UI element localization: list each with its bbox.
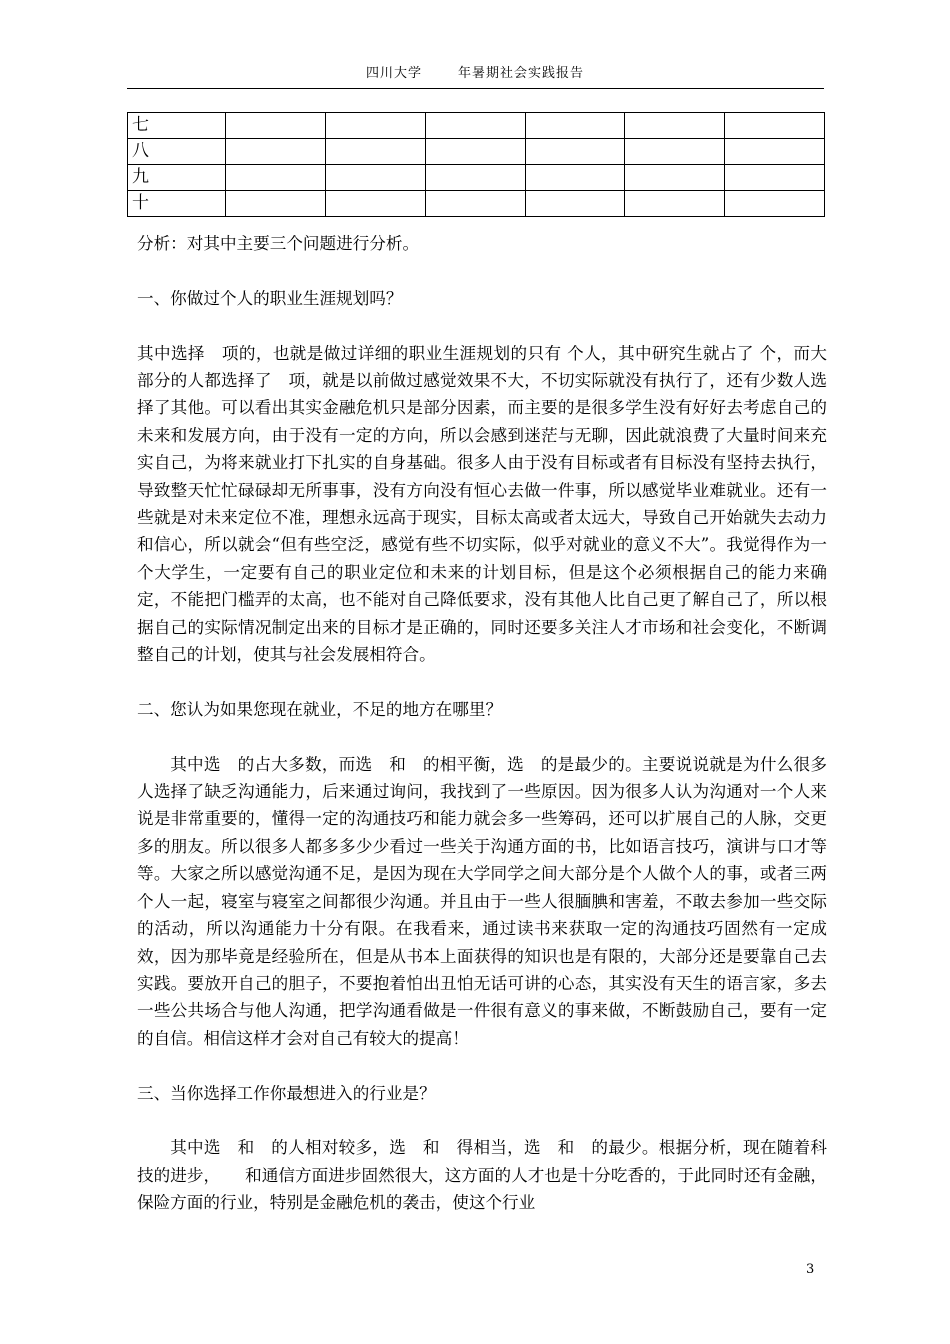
table-cell xyxy=(326,113,426,139)
survey-table-body xyxy=(128,113,825,217)
row-label: 八 xyxy=(128,139,226,165)
table-cell xyxy=(725,139,825,165)
row-label: 十 xyxy=(128,191,226,217)
survey-table xyxy=(127,112,825,217)
table-cell xyxy=(426,139,526,165)
page-number: 3 xyxy=(806,1262,815,1277)
table-cell xyxy=(326,165,426,191)
table-cell xyxy=(625,191,725,217)
table-cell xyxy=(625,139,725,165)
table-cell xyxy=(725,165,825,191)
page-header xyxy=(0,62,950,81)
question-1-analysis: 其中选择 项的，也就是做过详细的职业生涯规划的只有 个人，其中研究生就占了 个，而大部分的人都选择了 项，就是以前做过感觉效果不大，不切实际就没有执行了，还有少数人选择了其他。可以看出其实金融危机只是部分因素，而主要的是很多学生没有好好去考虑自己的未来和发展方向，由于没有一定的方向，所以会感到迷茫与无聊，因此就浪费了大量时间来充实自己，为将来就业打下扎实的自身基础。很多人由于没有目标或者有目标没有坚持去执行，导致整天忙忙碌碌却无所事事，没有方向没有恒心去做一件事，所以感觉毕业难就业。还有一些就是对未来定位不准，理想永远高于现实，目标太高或者太远大，导致自己开始就失去动力和信心，所以就会“但有些空泛，感觉有些不切实际，似乎对就业的意义不大”。我觉得作为一个大学生，一定要有自己的职业定位和未来的计划目标，但是这个必须根据自己的能力来确定，不能把门槛弄的太高，也不能对自己降低要求，没有其他人比自己更了解自己了，所以根据自己的实际情况制定出来的目标才是正确的，同时还要多关注人才市场和社会变化，不断调整自己的计划，使其与社会发展相符合。 xyxy=(137,343,827,665)
table-cell xyxy=(426,191,526,217)
question-1-heading: 一、你做过个人的职业生涯规划吗？ xyxy=(137,288,403,308)
row-label: 七 xyxy=(128,113,226,139)
row-label: 九 xyxy=(128,165,226,191)
header-divider xyxy=(127,88,824,89)
table-row xyxy=(128,113,825,139)
question-2-analysis: 其中选 的占大多数，而选 和 的相平衡，选 的是最少的。主要说说就是为什么很多人选择了缺乏沟通能力，后来通过询问，我找到了一些原因。因为很多人认为沟通对一个人来说是非常重要的，懂得一定的沟通技巧和能力就会多一些筹码，还可以扩展自己的人脉，交更多的朋友。所以很多人都多多少少看过一些关于沟通方面的书，比如语言技巧，演讲与口才等等。大家之所以感觉沟通不足，是因为现在大学同学之间大部分是个人做个人的事，或者三两个人一起，寝室与寝室之间都很少沟通。并且由于一些人很腼腆和害羞，不敢去参加一些交际的活动，所以沟通能力十分有限。在我看来，通过读书来获取一定的沟通技巧固然有一定成效，因为那毕竟是经验所在，但是从书本上面获得的知识也是有限的，大部分还是要靠自己去实践。要放开自己的胆子，不要抱着怕出丑怕无话可讲的心态，其实没有天生的语言家，多去一些公共场合与他人沟通，把学沟通看做是一件很有意义的事来做，不断鼓励自己，要有一定的自信。相信这样才会对自己有较大的提高！ xyxy=(137,754,827,1048)
table-cell xyxy=(326,191,426,217)
table-cell xyxy=(226,113,326,139)
table-cell xyxy=(226,165,326,191)
table-row xyxy=(128,139,825,165)
question-2-heading: 二、您认为如果您现在就业，不足的地方在哪里？ xyxy=(137,699,503,719)
table-cell xyxy=(526,165,625,191)
header-report-title: 年暑期社会实践报告 xyxy=(458,66,585,81)
table-cell xyxy=(526,113,625,139)
question-3-analysis: 其中选 和 的人相对较多，选 和 得相当，选 和 的最少。根据分析，现在随着科技的进步， 和通信方面进步固然很大，这方面的人才也是十分吃香的，于此同时还有金融，保险方面的行业，特别是金融危机的袭击，使这个行业 xyxy=(137,1138,827,1213)
table-row xyxy=(128,165,825,191)
table-cell xyxy=(226,191,326,217)
table-cell xyxy=(426,165,526,191)
table-cell xyxy=(326,139,426,165)
table-cell xyxy=(725,113,825,139)
question-3-heading: 三、当你选择工作你最想进入的行业是？ xyxy=(137,1083,436,1103)
table-cell xyxy=(725,191,825,217)
header-school: 四川大学 xyxy=(365,66,422,81)
table-cell xyxy=(526,191,625,217)
table-row xyxy=(128,191,825,217)
table-cell xyxy=(625,165,725,191)
table-cell xyxy=(625,113,725,139)
report-body xyxy=(137,230,827,1244)
analysis-intro: 分析：对其中主要三个问题进行分析。 xyxy=(137,234,420,253)
table-cell xyxy=(226,139,326,165)
table-cell xyxy=(526,139,625,165)
table-cell xyxy=(426,113,526,139)
